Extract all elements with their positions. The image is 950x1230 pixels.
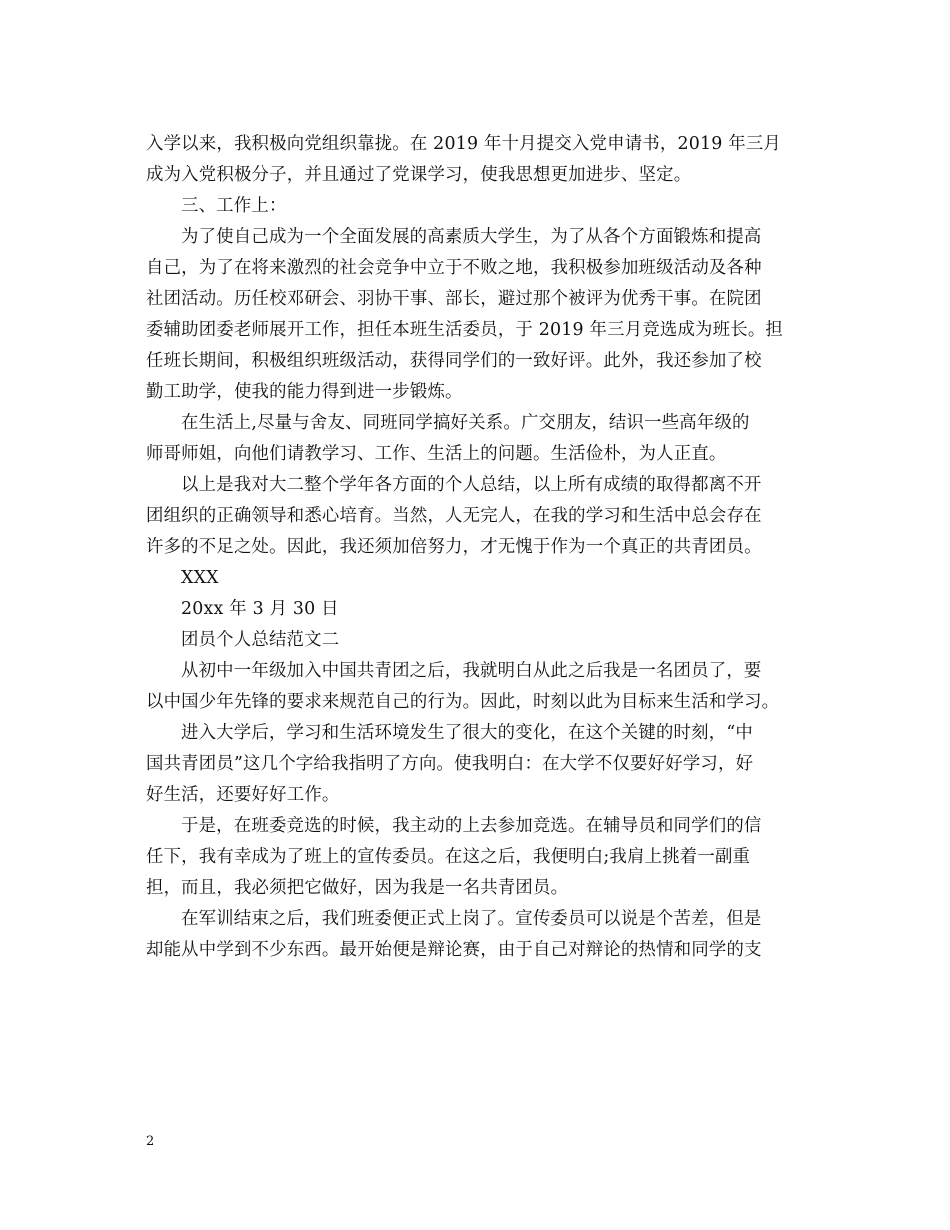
text-line: 进入大学后，学习和生活环境发生了很大的变化，在这个关键的时刻，“中 [181, 723, 753, 743]
text-line: XXX [181, 568, 219, 588]
text-line: 好生活，还要好好工作。 [146, 785, 340, 805]
text-line: 从初中一年级加入中国共青团之后，我就明白从此之后我是一名团员了，要 [181, 661, 762, 681]
text-line: 在生活上,尽量与舍友、同班同学搞好关系。广交朋友，结识一些高年级的 [181, 413, 750, 433]
text-line: 团员个人总结范文二 [181, 630, 340, 650]
text-line: 于是，在班委竞选的时候，我主动的上去参加竞选。在辅导员和同学们的信 [181, 816, 762, 836]
text-line: 三、工作上： [181, 196, 287, 216]
text-line: 任下，我有幸成为了班上的宣传委员。在这之后，我便明白;我肩上挑着一副重 [146, 847, 751, 867]
text-line: 自己，为了在将来激烈的社会竞争中立于不败之地，我积极参加班级活动及各种 [146, 258, 762, 278]
text-line: 团组织的正确领导和悉心培育。当然，人无完人，在我的学习和生活中总会存在 [146, 506, 762, 526]
text-line: 20xx 年 3 月 30 日 [181, 599, 339, 619]
text-line: 入学以来，我积极向党组织靠拢。在 2019 年十月提交入党申请书，2019 年三月 [146, 134, 782, 154]
text-line: 许多的不足之处。因此，我还须加倍努力，才无愧于作为一个真正的共青团员。 [146, 537, 762, 557]
text-line: 在军训结束之后，我们班委便正式上岗了。宣传委员可以说是个苦差，但是 [181, 909, 762, 929]
text-line: 成为入党积极分子，并且通过了党课学习，使我思想更加进步、坚定。 [146, 165, 692, 185]
text-line: 师哥师姐，向他们请教学习、工作、生活上的问题。生活俭朴，为人正直。 [146, 444, 727, 464]
text-line: 为了使自己成为一个全面发展的高素质大学生，为了从各个方面锻炼和提高 [181, 227, 762, 247]
text-line: 国共青团员”这几个字给我指明了方向。使我明白：在大学不仅要好好学习，好 [146, 754, 754, 774]
text-line: 却能从中学到不少东西。最开始便是辩论赛，由于自己对辩论的热情和同学的支 [146, 940, 762, 960]
text-line: 社团活动。历任校邓研会、羽协干事、部长，避过那个被评为优秀干事。在院团 [146, 289, 762, 309]
text-line: 勤工助学，使我的能力得到进一步锻炼。 [146, 382, 463, 402]
text-line: 担，而且，我必须把它做好，因为我是一名共青团员。 [146, 878, 569, 898]
text-line: 任班长期间，积极组织班级活动，获得同学们的一致好评。此外，我还参加了校 [146, 351, 762, 371]
text-line: 委辅助团委老师展开工作，担任本班生活委员，于 2019 年三月竞选成为班长。担 [146, 320, 784, 340]
page-number: 2 [146, 1134, 155, 1149]
text-line: 以中国少年先锋的要求来规范自己的行为。因此，时刻以此为目标来生活和学习。 [146, 692, 780, 712]
text-line: 以上是我对大二整个学年各方面的个人总结，以上所有成绩的取得都离不开 [181, 475, 762, 495]
page-body [146, 129, 816, 966]
